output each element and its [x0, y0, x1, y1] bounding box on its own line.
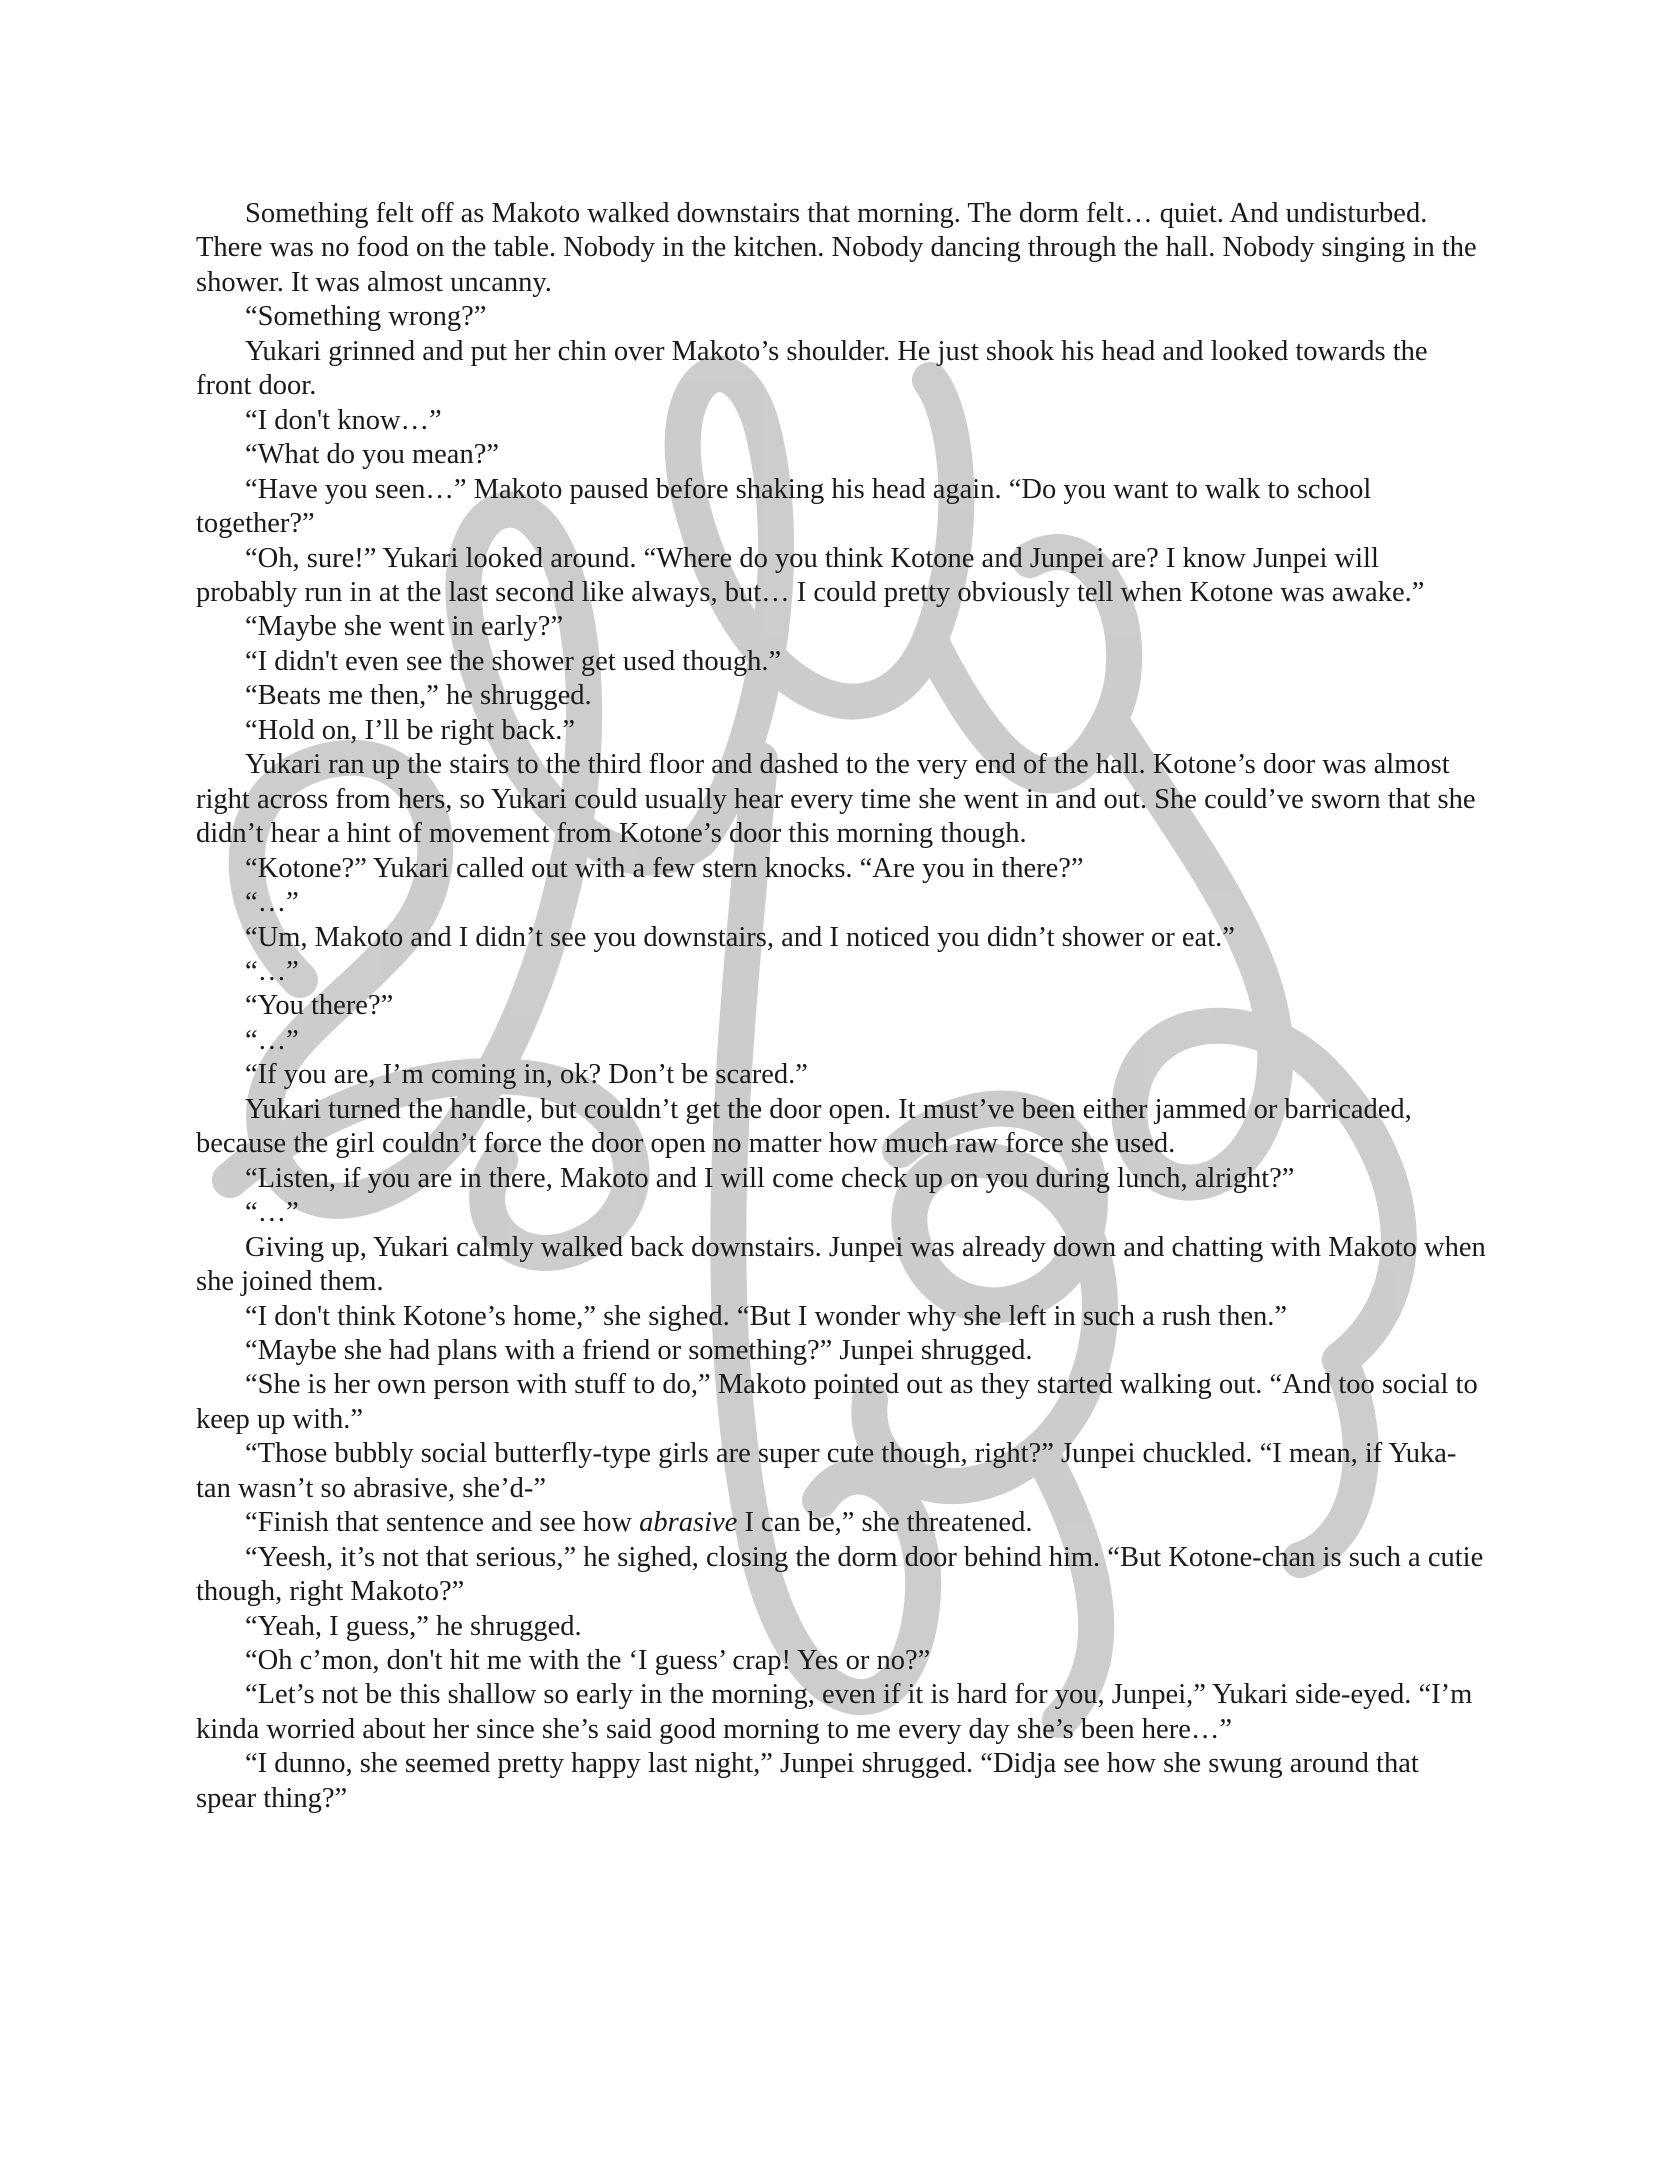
- paragraph: Yukari grinned and put her chin over Makoto’s shoulder. He just shook his head and looked towards the front door.: [196, 335, 1428, 402]
- paragraph: Something felt off as Makoto walked downstairs that morning. The dorm felt… quiet. And undisturbed. There was no food on the table. Nobody in the kitchen. Nobody dancing through the hall. Nobody singing in the shower. It was almost uncanny.: [196, 198, 1477, 298]
- paragraph: “Those bubbly social butterfly-type girls are super cute though, right?” Junpei chuckled. “I mean, if Yuka-tan wasn’t so abrasive, she’d-”: [196, 1438, 1457, 1504]
- paragraph: “What do you mean?”: [245, 439, 500, 471]
- paragraph: “Maybe she went in early?”: [245, 611, 564, 643]
- paragraph: “I didn't even see the shower get used though.”: [245, 645, 782, 677]
- paragraph: “…”: [245, 1024, 299, 1056]
- paragraph: “You there?”: [245, 990, 394, 1022]
- paragraph: “Yeesh, it’s not that serious,” he sighed, closing the dorm door behind him. “But Kotone-chan is such a cutie though, right Makoto?”: [196, 1541, 1484, 1608]
- paragraph: “I dunno, she seemed pretty happy last night,” Junpei shrugged. “Didja see how she swung around that spear thing?”: [196, 1748, 1419, 1814]
- paragraph: “Have you seen…” Makoto paused before shaking his head again. “Do you want to walk to school together?”: [196, 473, 1372, 540]
- paragraph: “Beats me then,” he shrugged.: [245, 680, 592, 712]
- paragraph: “Listen, if you are in there, Makoto and I will come check up on you during lunch, alright?”: [245, 1162, 1295, 1194]
- paragraph: “Something wrong?”: [245, 301, 487, 333]
- paragraph: “I don't know…”: [245, 404, 442, 436]
- paragraph: “…”: [245, 955, 299, 987]
- paragraph: “She is her own person with stuff to do,” Makoto pointed out as they started walking out. “And too social to keep up with.”: [196, 1369, 1478, 1435]
- paragraph: “Let’s not be this shallow so early in the morning, even if it is hard for you, Junpei,” Yukari side-eyed. “I’m kinda worried about her since she’s said good morning to me every day she’s been here…”: [196, 1679, 1473, 1745]
- paragraph: “Oh, sure!” Yukari looked around. “Where do you think Kotone and Junpei are? I know Junpei will probably run in at the last second like always, but… I could pretty obviously tell when Kotone was awake.”: [196, 542, 1425, 608]
- paragraph: Yukari ran up the stairs to the third floor and dashed to the very end of the hall. Kotone’s door was almost right across from hers, so Yukari could usually hear every time she went in and out. She could’ve sworn that she didn’t hear a hint of movement from Kotone’s door this morning though.: [196, 749, 1476, 850]
- paragraph: “If you are, I’m coming in, ok? Don’t be scared.”: [245, 1059, 808, 1091]
- paragraph: “Um, Makoto and I didn’t see you downstairs, and I noticed you didn’t shower or eat.”: [245, 921, 1235, 953]
- paragraph: “I don't think Kotone’s home,” she sighed. “But I wonder why she left in such a rush then.”: [245, 1300, 1288, 1332]
- paragraph: “Finish that sentence and see how abrasive I can be,” she threatened.: [245, 1507, 1033, 1539]
- paragraph: “Oh c’mon, don't hit me with the ‘I guess’ crap! Yes or no?”: [245, 1645, 931, 1677]
- paragraph: “Yeah, I guess,” he shrugged.: [245, 1610, 582, 1642]
- paragraph: “…”: [245, 887, 299, 919]
- italic-word: abrasive: [639, 1507, 738, 1539]
- paragraph: Yukari turned the handle, but couldn’t get the door open. It must’ve been either jammed or barricaded, because the girl couldn’t force the door open no matter how much raw force she used.: [196, 1093, 1412, 1160]
- paragraph: “Kotone?” Yukari called out with a few stern knocks. “Are you in there?”: [245, 852, 1084, 884]
- paragraph: Giving up, Yukari calmly walked back downstairs. Junpei was already down and chatting with Makoto when she joined them.: [196, 1231, 1486, 1298]
- paragraph: “…”: [245, 1197, 299, 1229]
- paragraph: “Maybe she had plans with a friend or something?” Junpei shrugged.: [245, 1334, 1033, 1366]
- paragraph: “Hold on, I’ll be right back.”: [245, 714, 576, 746]
- story-text: [196, 197, 1486, 1816]
